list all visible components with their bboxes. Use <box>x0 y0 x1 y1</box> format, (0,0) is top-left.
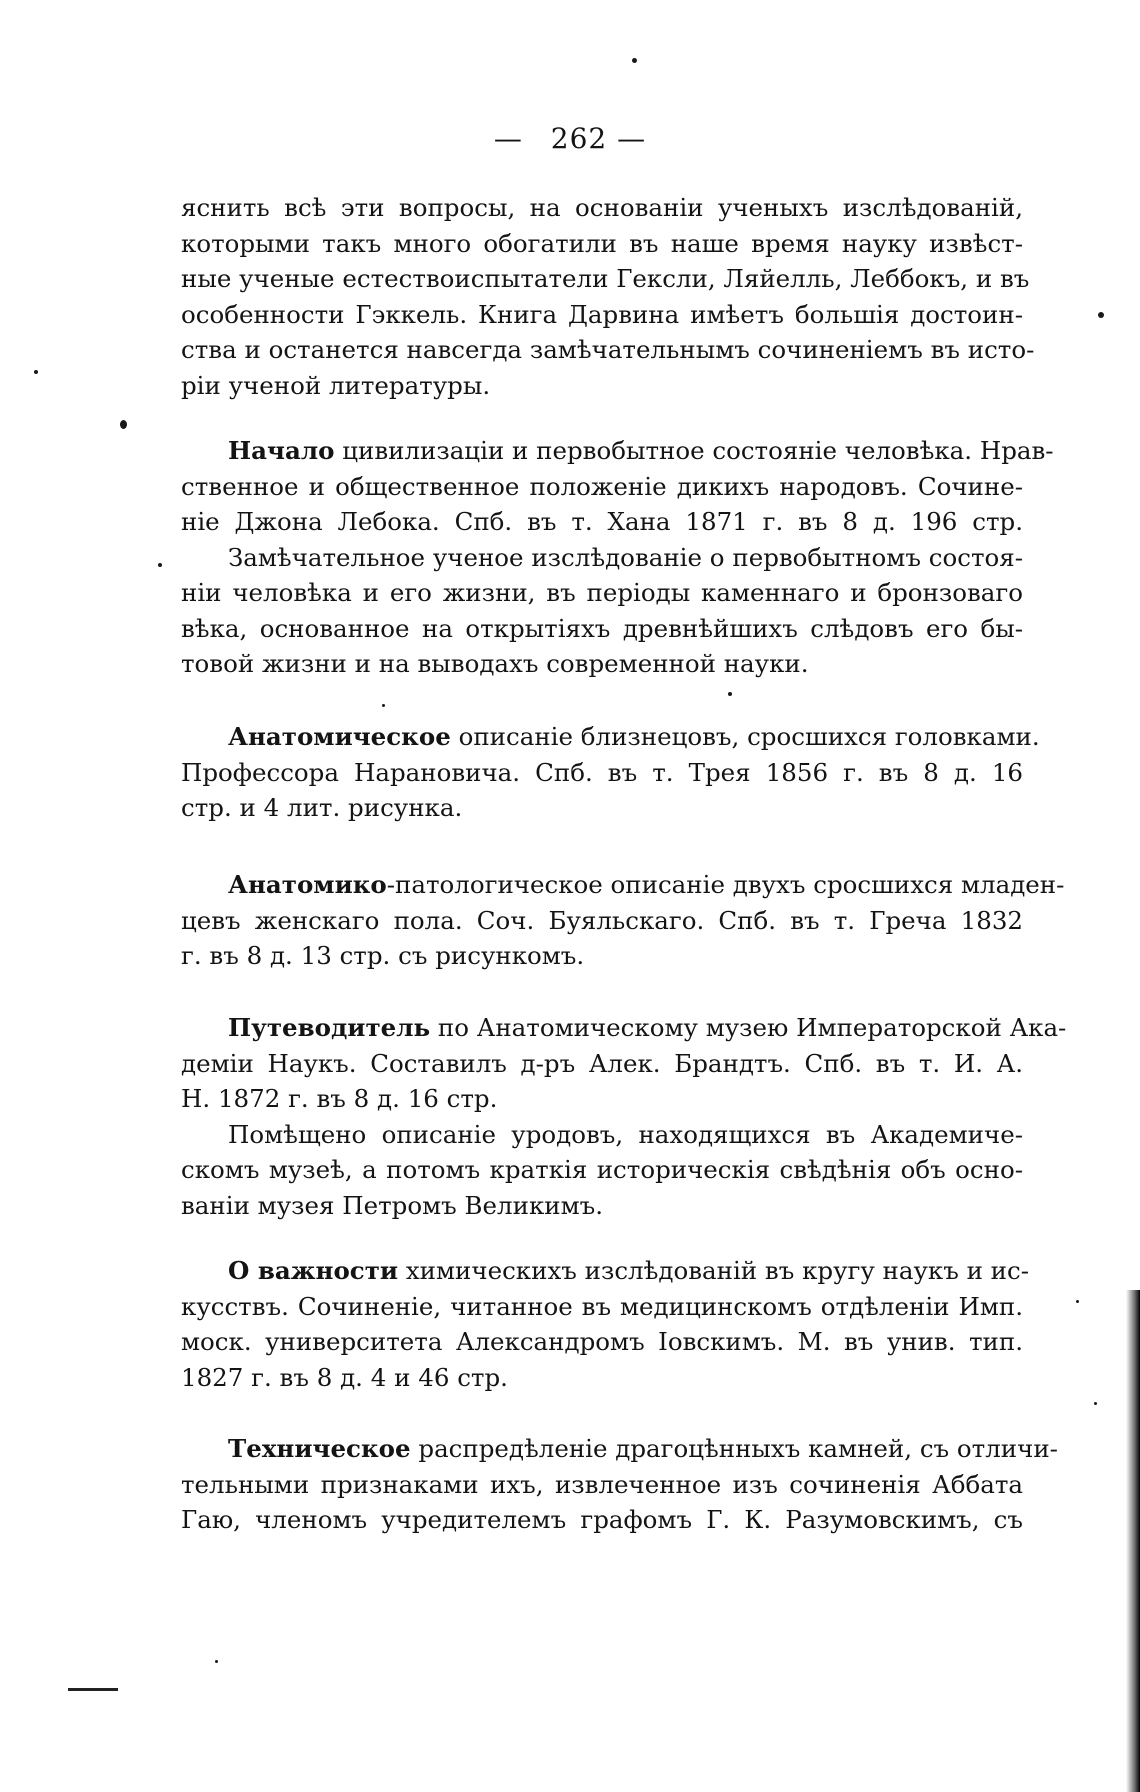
text-line: ніи человѣка и его жизни, въ періоды каменнаго и бронзоваго <box>181 578 1023 607</box>
text-line: яснить всѣ эти вопросы, на основаніи ученыхъ изслѣдованій, <box>181 193 1023 222</box>
text-line: ваніи музея Петромъ Великимъ. <box>181 1190 604 1220</box>
text-line: ные ученые естествоиспытатели Гексли, Ляйелль, Леббокъ, и въ <box>181 264 1030 293</box>
scan-speck <box>120 420 127 429</box>
scan-speck <box>1076 1300 1079 1303</box>
scan-speck <box>158 563 162 567</box>
scan-speck <box>1098 312 1104 318</box>
text-line: ственное и общественное положеніе дикихъ народовъ. Сочине- <box>181 471 1023 501</box>
page-number: — 262 — <box>493 122 647 155</box>
text-line: вѣка, основанное на открытіяхъ древнѣйшихъ слѣдовъ его бы- <box>181 613 1023 643</box>
page-edge-shadow <box>1126 1290 1140 1792</box>
text-line: особенности Гэккель. Книга Дарвина имѣетъ большія достоин- <box>181 299 1023 329</box>
text-line: г. въ 8 д. 13 стр. съ рисункомъ. <box>181 941 585 970</box>
entry-keyword: Техническое <box>228 1434 411 1463</box>
bibliography-entry <box>181 433 1054 682</box>
scan-speck <box>728 692 732 696</box>
scan-speck <box>1094 1402 1097 1405</box>
text-line: товой жизни и на выводахъ современной науки. <box>181 649 809 678</box>
text-line: Анатомико-патологическое описаніе двухъ сросшихся младен- <box>228 870 1065 899</box>
text-line: Замѣчательное ученое изслѣдованіе о первобытномъ состоя- <box>228 542 1023 572</box>
text-line: 1827 г. въ 8 д. 4 и 46 стр. <box>181 1362 508 1392</box>
scan-speck <box>215 1660 218 1663</box>
text-line: ніе Джона Лебока. Спб. въ т. Хана 1871 г. въ 8 д. 196 стр. <box>181 507 1023 536</box>
scan-mark <box>68 1688 118 1691</box>
text-line: Техническое распредѣленіе драгоцѣнныхъ камней, съ отличи- <box>228 1434 1058 1463</box>
scan-speck <box>34 370 38 374</box>
text-line: цевъ женскаго пола. Соч. Буяльскаго. Спб. въ т. Греча 1832 <box>181 905 1023 935</box>
bibliography-entry <box>181 1431 1058 1538</box>
text-line: Гаю, членомъ учредителемъ графомъ Г. К. Разумовскимъ, съ <box>181 1505 1023 1534</box>
entry-keyword: О важности <box>228 1256 399 1285</box>
entry-keyword: Начало <box>228 436 335 465</box>
entry-keyword: Путеводитель <box>228 1013 431 1042</box>
text-line: Анатомическое описаніе близнецовъ, сросшихся головками. <box>228 722 1040 751</box>
text-line: О важности химическихъ изслѣдованій въ кругу наукъ и ис- <box>228 1256 1030 1285</box>
text-line: деміи Наукъ. Составилъ д-ръ Алек. Брандтъ. Спб. въ т. И. А. <box>181 1048 1023 1078</box>
entry-keyword: Анатомико <box>228 870 387 899</box>
bibliography-entry <box>181 867 1065 974</box>
bibliography-entry <box>181 1010 1067 1223</box>
page-number-value: 262 <box>550 122 608 155</box>
text-line: скомъ музеѣ, а потомъ краткія историческія свѣдѣнія объ осно- <box>181 1155 1023 1184</box>
text-line: которыми такъ много обогатили въ наше время науку извѣст- <box>181 228 1023 258</box>
text-line: Путеводитель по Анатомическому музею Императорской Ака- <box>228 1013 1067 1042</box>
text-line: стр. и 4 лит. рисунка. <box>181 793 463 822</box>
text-line: моск. университета Александромъ Іовскимъ. М. въ унив. тип. <box>181 1327 1023 1356</box>
scan-speck <box>382 704 385 707</box>
continuation-paragraph <box>181 190 1035 403</box>
scan-speck <box>632 58 637 63</box>
text-line: Н. 1872 г. въ 8 д. 16 стр. <box>181 1084 498 1113</box>
entry-keyword: Анатомическое <box>228 722 451 751</box>
text-line: ріи ученой литературы. <box>181 370 491 400</box>
bibliography-entry <box>181 1253 1030 1395</box>
text-line: Профессора Нарановича. Спб. въ т. Трея 1856 г. въ 8 д. 16 <box>181 757 1023 787</box>
text-line: тельными признаками ихъ, извлеченное изъ сочиненія Аббата <box>181 1469 1023 1499</box>
text-line: ства и останется навсегда замѣчательнымъ сочиненіемъ въ исто- <box>181 335 1035 364</box>
text-line: кусствъ. Сочиненіе, читанное въ медицинскомъ отдѣленіи Имп. <box>181 1291 1023 1321</box>
text-line: Начало цивилизаціи и первобытное состояніе человѣка. Нрав- <box>228 436 1054 465</box>
text-line: Помѣщено описаніе уродовъ, находящихся въ Академиче- <box>228 1119 1023 1149</box>
bibliography-entry <box>181 719 1040 826</box>
